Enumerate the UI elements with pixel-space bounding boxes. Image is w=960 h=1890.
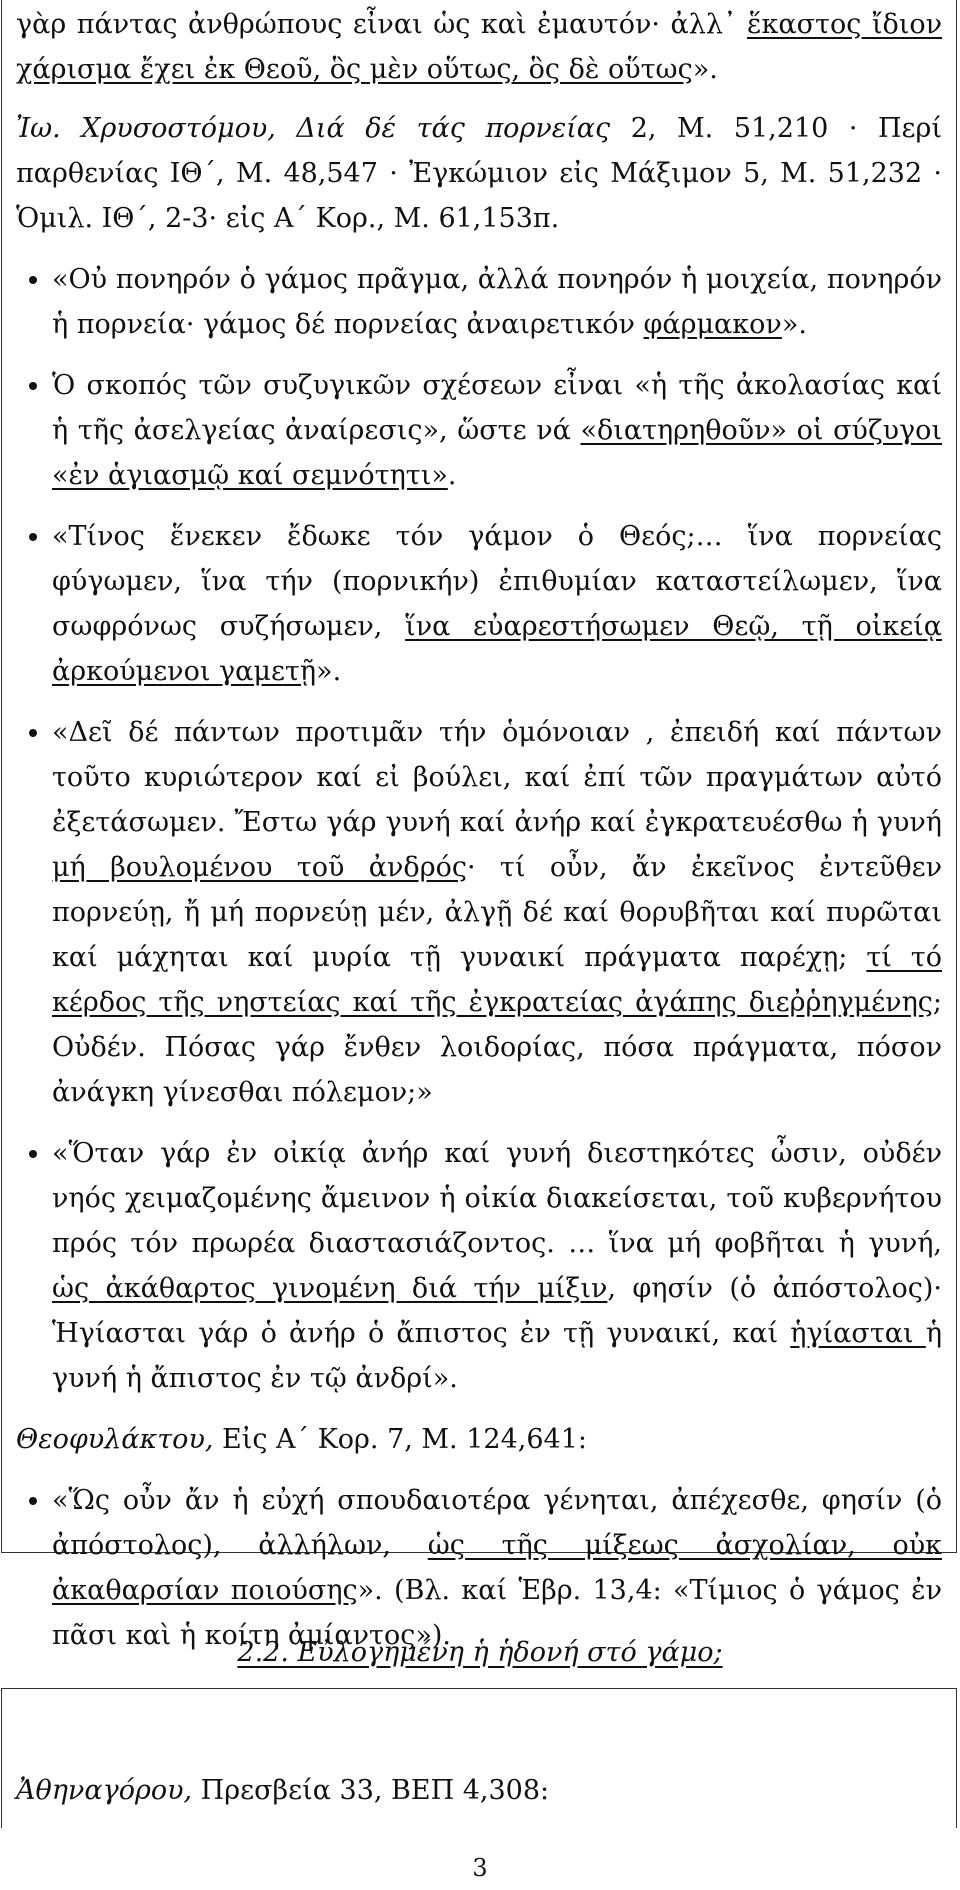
source-reference: Εἰς Α΄ Κορ. 7, Μ. 124,641: xyxy=(213,1424,587,1455)
intro-paragraph xyxy=(16,2,942,92)
underlined-text: ἕκαστος ἴδιον χάρισμα ἔχει ἐκ Θεοῦ, ὃς μὲν οὕτως, ὃς δὲ οὕτως xyxy=(16,9,942,85)
source-author: Ἀθηναγόρου, xyxy=(16,1775,193,1806)
text: γὰρ πάντας ἀνθρώπους εἶναι ὡς καὶ ἐμαυτόν· ἀλλ᾿ xyxy=(16,9,748,40)
list-item: • «Ὥς οὖν ἄν ἡ εὐχή σπουδαιοτέρα γένηται, ἀπέχεσθε, φησίν (ὁ ἀπόστολος), ἀλλήλων, ὡς τῆς μίξεως ἀσχολίαν, οὐκ ἀκαθαρσίαν ποιούσης». (Βλ. καί Ἑβρ. 13,4: «Τίμιος ὁ γάμος ἐν πᾶσι καὶ ἡ κοίτη ἀμίαντος»). xyxy=(52,1478,942,1658)
list-item: • Ὁ σκοπός τῶν συζυγικῶν σχέσεων εἶναι «ἡ τῆς ἀκολασίας καί ἡ τῆς ἀσελγείας ἀναίρεσις», ὥστε νά «διατηρηθοῦν» οἱ σύζυγοι «ἐν ἁγιασμῷ καί σεμνότητι». xyxy=(52,363,942,498)
text: ». xyxy=(692,54,718,85)
source-citation xyxy=(16,106,942,241)
list-item: • «Τίνος ἕνεκεν ἔδωκε τόν γάμον ὁ Θεός;… ἵνα πορνείας φύγωμεν, ἵνα τήν (πορνικήν) ἐπιθυμίαν καταστείλωμεν, ἵνα σωφρόνως συζήσωμεν, ἵνα εὐαρεστήσωμεν Θεῷ, τῇ οἰκείᾳ ἀρκούμενοι γαμετῇ». xyxy=(52,514,942,694)
list-item: • «Ὅταν γάρ ἐν οἰκίᾳ ἀνήρ καί γυνή διεστηκότες ὦσιν, οὐδέν νηός χειμαζομένης ἄμεινον ἡ οἰκία διακείσεται, τοῦ κυβερνήτου πρός τόν πρωρέα διαστασιάζοντος. … ἵνα μή φοβῆται ἡ γυνή, ὡς ἀκάθαρτος γινομένη διά τήν μίξιν, φησίν (ὁ ἀπόστολος)· Ἡγίασται γάρ ὁ ἀνήρ ὁ ἄπιστος ἐν τῇ γυναικί, καί ἡγίασται ἡ γυνή ἡ ἄπιστος ἐν τῷ ἀνδρί». xyxy=(52,1131,942,1401)
list-item: • «Δεῖ δέ πάντων προτιμᾶν τήν ὁμόνοιαν , ἐπειδή καί πάντων τοῦτο κυριώτερον καί εἰ βούλει, καί ἐπί τῶν πραγμάτων αὐτό ἐξετάσωμεν. Ἔστω γάρ γυνή καί ἀνήρ καί ἐγκρατευέσθω ἡ γυνή μή βουλομένου τοῦ ἀνδρός· τί οὖν, ἄν ἐκεῖνος ἐντεῦθεν πορνεύῃ, ἤ μή πορνεύῃ μέν, ἀλγῇ δέ καί θορυβῆται καί πυρῶται καί μάχηται καί μυρία τῇ γυναικί πράγματα παρέχῃ; τί τό κέρδος τῆς νηστείας καί τῆς ἐγκρατείας ἀγάπης διεῤῥηγμένης; Οὐδέν. Πόσας γάρ ἔνθεν λοιδορίας, πόσα πράγματα, πόσον ἀνάγκη γίνεσθαι πόλεμον;» xyxy=(52,710,942,1115)
source-author: Ἰω. Χρυσοστόμου, Διά δέ τάς πορνείας xyxy=(16,113,611,144)
source-reference: 2, Μ. 51,210 · Περί παρθενίας ΙΘ΄, Μ. 48,547 · Ἐγκώμιον εἰς Μάξιμον 5, Μ. 51,232 · Ὁμιλ. ΙΘ΄, 2-3· εἰς Α΄ Κορ., Μ. 61,153π. xyxy=(16,113,942,234)
source-reference: Πρεσβεία 33, ΒΕΠ 4,308: xyxy=(192,1775,550,1806)
source-citation xyxy=(16,1768,549,1813)
page-number: 3 xyxy=(472,1854,488,1882)
source-citation xyxy=(16,1417,942,1462)
quote-list xyxy=(16,257,942,1401)
section-heading: 2.2. Εὐλογημένη ἡ ἡδονή στό γάμο; xyxy=(237,1637,723,1668)
list-item: • «Οὐ πονηρόν ὁ γάμος πρᾶγμα, ἀλλά πονηρόν ἡ μοιχεία, πονηρόν ἡ πορνεία· γάμος δέ πορνείας ἀναιρετικόν φάρμακον». xyxy=(52,257,942,347)
page-content xyxy=(16,2,942,1674)
source-author: Θεοφυλάκτου, xyxy=(16,1424,214,1455)
